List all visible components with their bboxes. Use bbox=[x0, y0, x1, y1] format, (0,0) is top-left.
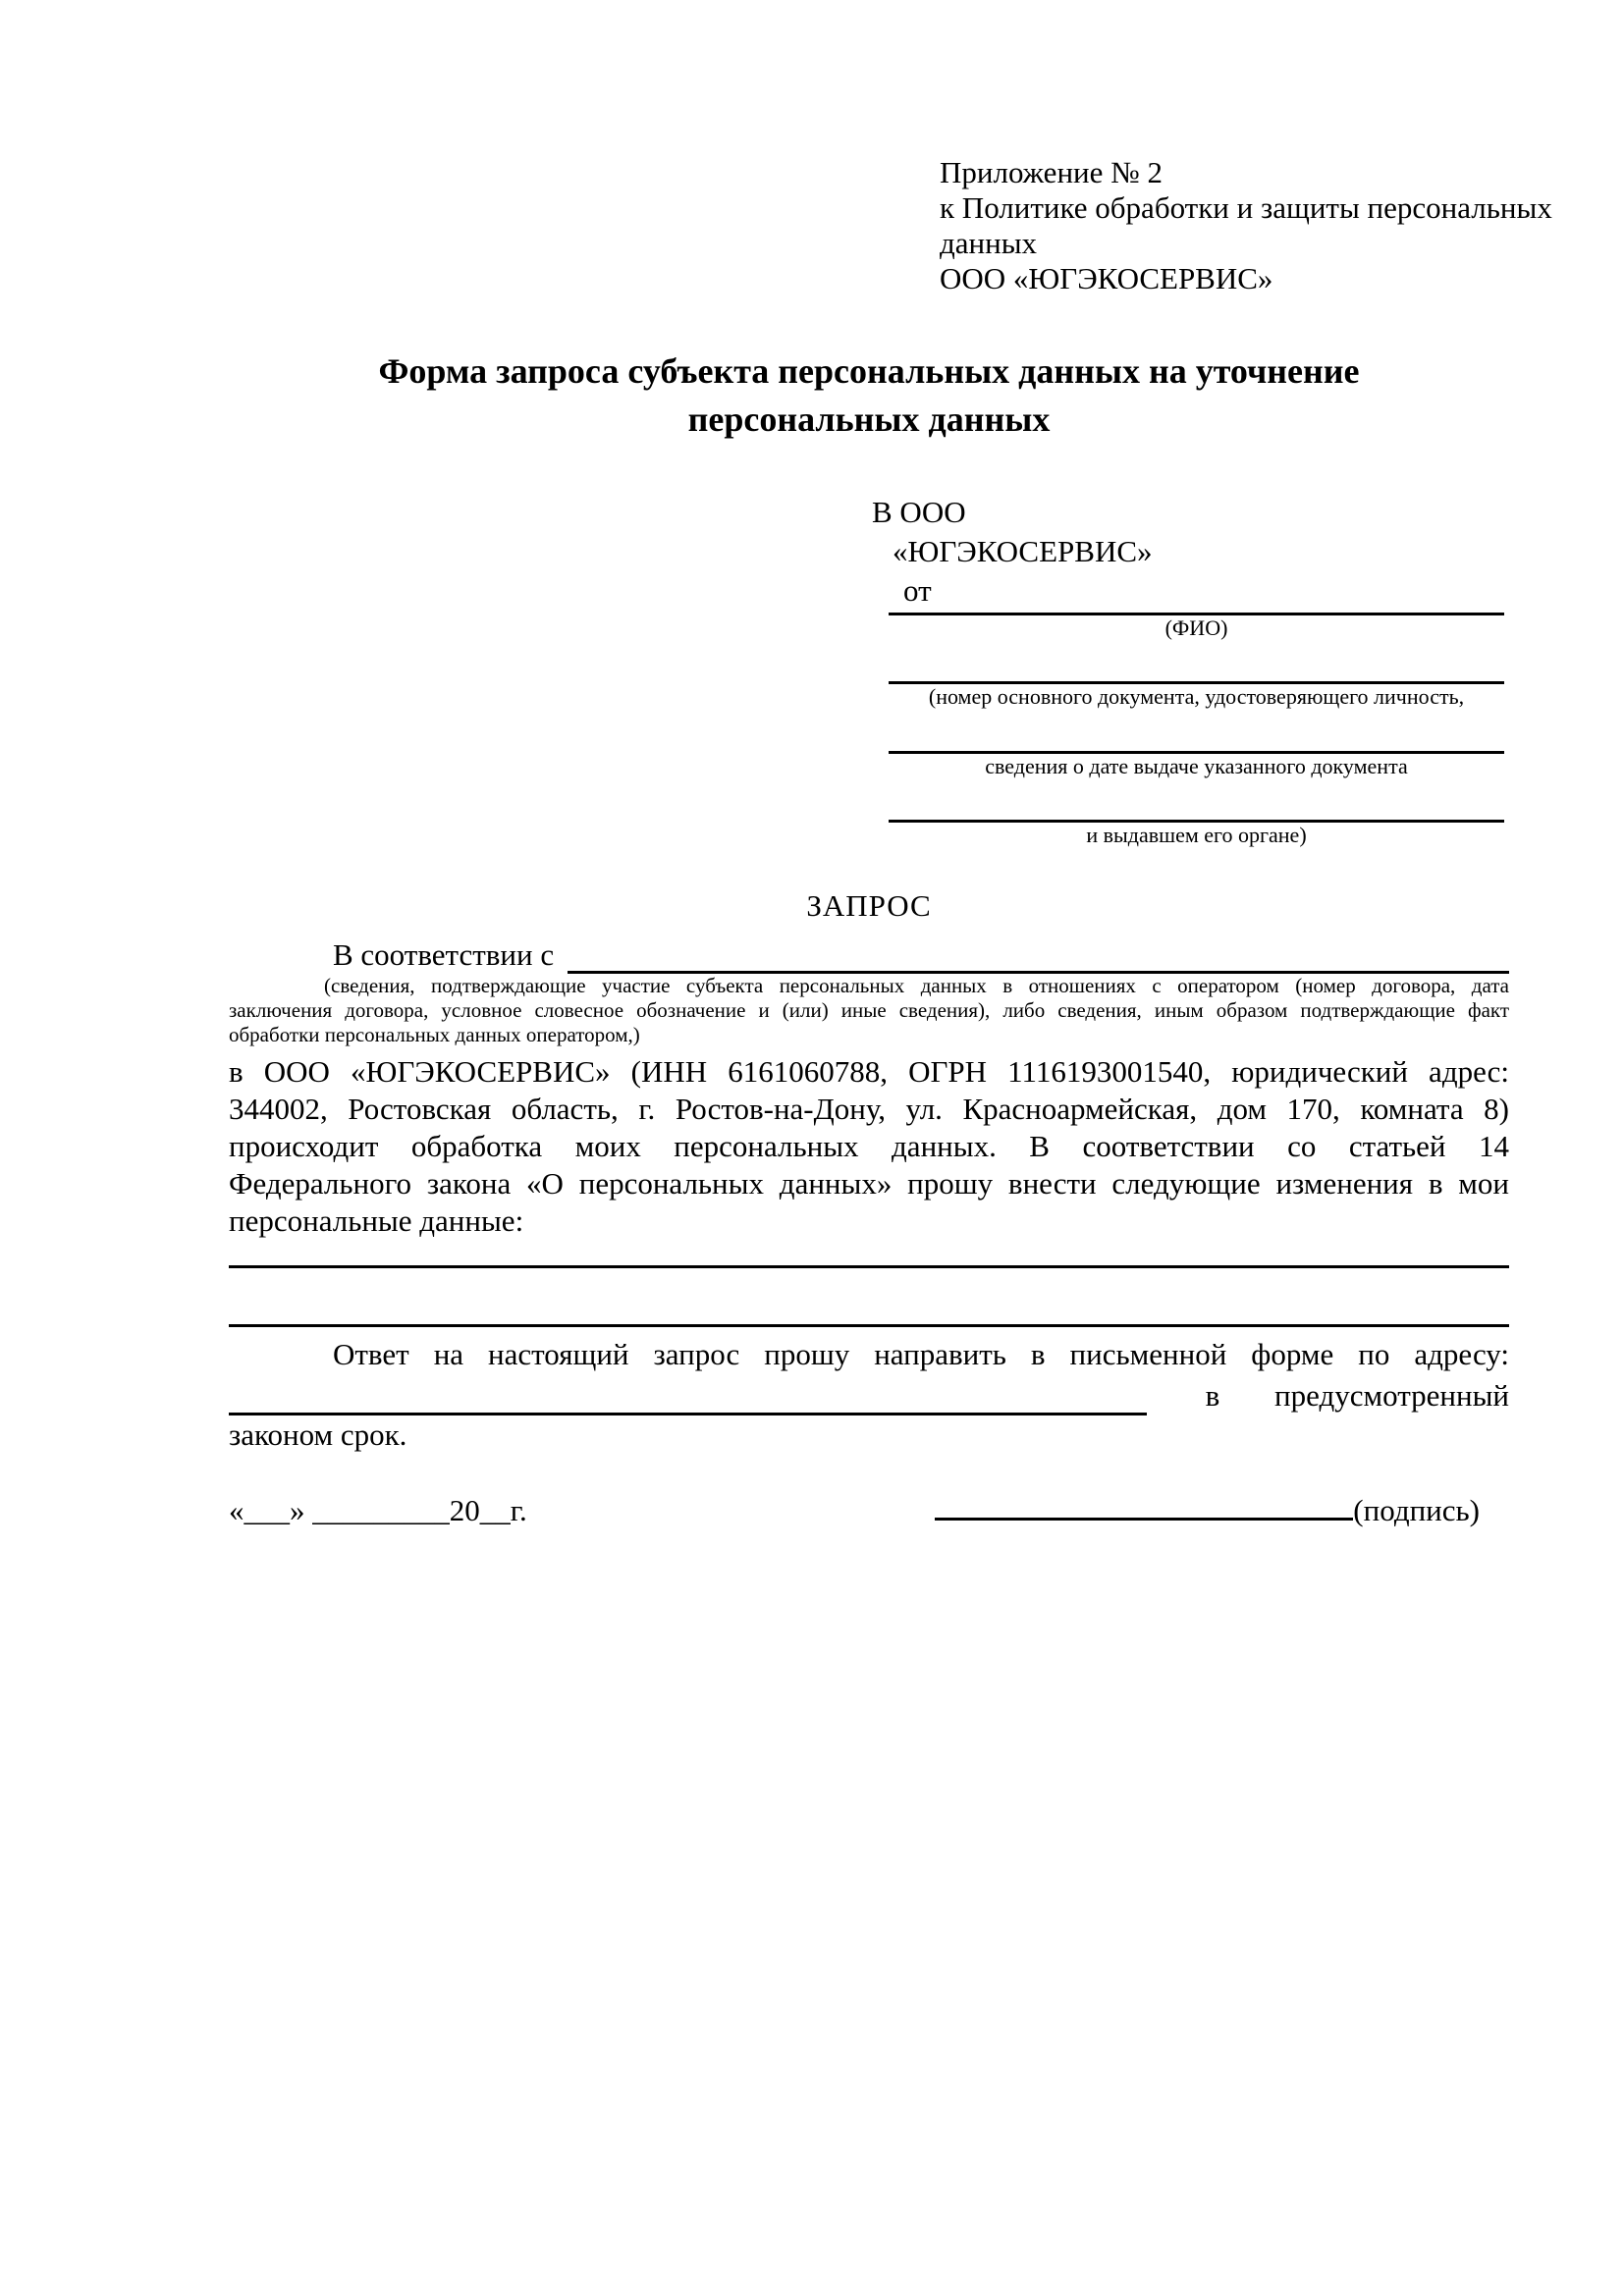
body-paragraph-line: персональные данные: bbox=[229, 1203, 524, 1238]
answer-paragraph-tail: в предусмотренный bbox=[1205, 1378, 1509, 1413]
answer-paragraph-line: Ответ на настоящий запрос прошу направить в письменной форме по адресу: bbox=[333, 1337, 1509, 1371]
issuing-authority-blank-line bbox=[889, 779, 1504, 823]
addressee-to-line: В ООО bbox=[872, 495, 966, 529]
body-paragraph-line: происходит обработка моих персональных данных. В соответствии со статьей 14 bbox=[229, 1129, 1509, 1163]
body-paragraph-line: Федерального закона «О персональных данных» прошу внести следующие изменения в мои bbox=[229, 1166, 1509, 1201]
document-title bbox=[229, 347, 1509, 444]
date-blank-line: «___» _________20__г. bbox=[229, 1493, 527, 1527]
answer-address-row bbox=[229, 1374, 1509, 1415]
applicant-fields bbox=[889, 611, 1504, 848]
appendix-header-line: Приложение № 2 bbox=[940, 155, 1163, 189]
changes-blank-line-1 bbox=[229, 1240, 1509, 1268]
request-heading: ЗАПРОС bbox=[806, 888, 932, 923]
changes-blank-line-2 bbox=[229, 1268, 1509, 1327]
issue-date-blank-line bbox=[889, 710, 1504, 754]
document-title-line: персональных данных bbox=[687, 400, 1051, 439]
issue-date-caption: сведения о дате выдаче указанного документа bbox=[985, 754, 1408, 778]
accordance-blank-line bbox=[568, 939, 1509, 974]
fio-caption: (ФИО) bbox=[1164, 615, 1228, 640]
body-paragraph bbox=[229, 1053, 1509, 1240]
accordance-note-line: обработки персональных данных оператором,) bbox=[229, 1023, 640, 1046]
signature-block bbox=[935, 1486, 1480, 1530]
accordance-row bbox=[229, 936, 1509, 974]
accordance-note-line: заключения договора, условное словесное обозначение и (или) иные сведения), либо сведения, иным образом подтверждающие факт bbox=[229, 998, 1509, 1022]
document-title-line: Форма запроса субъекта персональных данных на уточнение bbox=[378, 351, 1360, 391]
accordance-note-line: (сведения, подтверждающие участие субъекта персональных данных в отношениях с оператором (номер договора, дата bbox=[324, 974, 1509, 997]
signature-blank-line bbox=[935, 1486, 1353, 1521]
document-number-blank-line bbox=[889, 641, 1504, 684]
appendix-header-line: ООО «ЮГЭКОСЕРВИС» bbox=[940, 261, 1273, 295]
body-paragraph-line: 344002, Ростовская область, г. Ростов-на-Дону, ул. Красноармейская, дом 170, комната 8) bbox=[229, 1092, 1509, 1126]
issuing-authority-caption: и выдавшем его органе) bbox=[1086, 823, 1307, 847]
appendix-header-line: данных bbox=[940, 226, 1038, 260]
addressee-block bbox=[229, 493, 1509, 611]
signature-caption: (подпись) bbox=[1353, 1493, 1480, 1527]
body-paragraph-line: в ООО «ЮГЭКОСЕРВИС» (ИНН 6161060788, ОГРН 1116193001540, юридический адрес: bbox=[229, 1054, 1509, 1089]
appendix-header bbox=[940, 155, 1552, 296]
appendix-header-line: к Политике обработки и защиты персональных bbox=[940, 190, 1552, 225]
answer-address-blank-line bbox=[229, 1381, 1147, 1415]
document-number-caption: (номер основного документа, удостоверяющего личность, bbox=[928, 684, 1465, 709]
accordance-lead-text: В соответствии с bbox=[333, 937, 555, 972]
answer-paragraph-end: законом срок. bbox=[229, 1417, 407, 1452]
footer-row bbox=[229, 1486, 1480, 1530]
addressee-company: «ЮГЭКОСЕРВИС» bbox=[893, 534, 1153, 568]
accordance-note bbox=[229, 974, 1509, 1047]
addressee-from-label: от bbox=[903, 573, 932, 608]
